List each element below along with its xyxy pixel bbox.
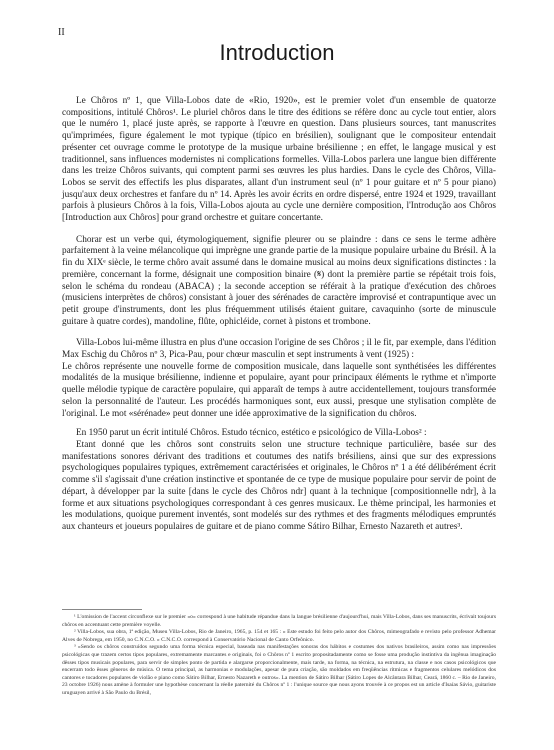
paragraph-1: Le Chôros nº 1, que Villa-Lobos date de «Rio, 1920», est le premier volet d'un ensemble de quatorze compositions, intitulé Chôros¹. Le pluriel chôros dans le titre des éditions se réfère donc au cycle tout entier, alors que le numéro 1, placé juste après, se rapporte à l'œuvre en question. Dans plusieurs sources, tant manuscrites qu'imprimées, figure également le mot typique (típico en brésilien), soulignant que le compositeur entendait présenter cet ouvrage comme le prototype de la musique urbaine brésilienne ; en effet, le langage musical y est traditionnel, sans influences modernistes ni complications formelles. Villa-Lobos parlera une langue bien différente dans les treize Chôros suivants, qui comptent parmi ses œuvres les plus hardies. Dans le cycle des Chôros, Villa-Lobos se servit des effectifs les plus disparates, allant d'un instrument seul (nº 1 pour guitare et nº 5 pour piano) jusqu'aux deux orchestres et fanfare du nº 14. Après les avoir écrits en ordre dispersé, entre 1924 et 1929, travaillant parfois à plusieurs Chôros à la fois, Villa-Lobos ajouta au cycle une dernière composition, l'Introdução aos Chôros [Introduction aux Chôros] pour grand orchestre et guitare concertante. — [62, 96, 496, 224]
footnote-1: ¹ L'omission de l'accent circonflexe sur le premier «o» correspond à une habitude répandue dans la langue brésilienne d'aujourd'hui, mais Villa-Lobos, dans ses manuscrits, écrivait toujours chôros en accentuant cette première voyelle. — [62, 614, 496, 628]
footnote-3: ³ «Sendo os chôros construídos segundo uma forma técnica especial, baseada nas manifestações sonoras dos hábitos e costumes dos nativos brasileiros, assim como nas impressões psicológicas que trazem certos tipos populares, extremamente marcantes e originais, foi o Chôros nº 1 escrito propositadamente como se fosse uma produção instintiva da ingênua imaginação dêsses tipos musicais populares, para servir de simples ponto de partida e alargarse proporcionalmente, mais tarde, na forma, na técnica, na estrutura, na classe e nos casos psicológicos que encerram todo êsses gêneros de música. O tema principal, as harmonias e modulações, apesar de pura criação, são moldados em freqüências rítmicas e fragmentos celulares melódicos dos cantores e tocadores populares de violão e piano como Sátiro Bilhar, Ernesto Nazareth e outros». La mention de Sátiro Bilhar (Sátiro Lopes de Alcântara Bilhar, Ceará, 1860 c. – Rio de Janeiro, 23 octobre 1926) nous amène à formuler une hypothèse concernant la réelle paternité du Chôros nº 1 : l'unique source que nous ayons trouvée à ce propos est un article d'Isaías Sávio, guitariste uruguayen arrivé à São Paulo du Brésil, — [62, 644, 496, 696]
page-number: II — [58, 27, 65, 38]
main-text — [62, 96, 496, 534]
footnote-2: ² Villa-Lobos, sua obra, 1ª edição, Museu Villa-Lobos, Rio de Janeiro, 1965, p. 154 et 165 : « Este estudo foi feito pelo autor dos Chôros, mimeografado e revisto pelo professor Adhemar Alves de Nobrega, em 1950, no C.N.C.O. » C.N.C.O. correspond à Conservatório Nacional de Canto Orfeônico. — [62, 629, 496, 643]
block-quote-1: Le chôros représente une nouvelle forme de composition musicale, dans laquelle sont synthétisées les différentes modalités de la musique brésilienne, indienne et populaire, ayant pour principaux éléments le rythme et n'importe quelle mélodie typique de caractère populaire, qui apparaît de temps à autre accidentellement, toujours transformée selon la personnalité de l'auteur. Les procédés harmoniques sont, eux aussi, presque une stylisation complète de l'original. Le mot «sérénade» peut donner une idée approximative de la signification du chôros. — [62, 361, 496, 419]
paragraph-3: Villa-Lobos lui-même illustra en plus d'une occasion l'origine de ses Chôros ; il le fit, par exemple, dans l'édition Max Eschig du Chôros nº 3, Pica-Pau, pour chœur masculin et sept instruments à vent (1925) : — [62, 338, 496, 361]
paragraph-4: En 1950 parut un écrit intitulé Chôros. Estudo técnico, estético e psicológico de Villa-Lobos² : — [76, 428, 427, 439]
block-quote-2: Etant donné que les chôros sont construits selon une structure technique particulière, basée sur des manifestations sonores dérivant des traditions et coutumes des natifs brésiliens, ainsi que sur des expressions psychologiques populaires typiques, extrêmement caractérisées et originales, le Chôros nº 1 a été délibérément écrit comme s'il s'agissait d'une création instinctive et spontanée de ce type de musique populaire pour servir de point de départ, à développer par la suite [dans le cycle des Chôros ndr] quant à la technique [compositionnelle ndr], à la forme et aux situations psychologiques correspondant à ces genres musicaux. Le thème principal, les harmonies et les modulations, quoique purement inventés, sont modelés sur des rythmes et des fragments mélodiques empruntés aux chanteurs et joueurs populaires de guitare et de piano comme Sátiro Bilhar, Ernesto Nazareth et autres³. — [62, 439, 496, 532]
paragraph-2: Chorar est un verbe qui, étymologiquement, signifie pleurer ou se plaindre : dans ce sens le terme adhère parfaitement à la veine mélancolique qui imprègne une grande partie de la musique populaire urbaine du Brésil. À la fin du XIXᵉ siècle, le terme chôro avait assumé dans le domaine musical au moins deux significations distinctes : la première, concernant la forme, désignait une composition binaire (𝄋) dont la première partie se répétait trois fois, selon le schéma du rondeau (ABACA) ; la seconde acception se référait à la pratique d'exécution des chôroes (musiciens interprètes de chôros) consistant à jouer des sérénades de caractère improvisé et contrapuntique avec un petit groupe d'instruments, dont les plus fréquemment utilisés étaient guitare, cavaquinho (sorte de minuscule guitare à quatre cordes), mandoline, flûte, ophicléide, cornet à pistons et trombone. — [62, 234, 496, 327]
page-title: Introduction — [219, 40, 335, 65]
footnotes — [62, 614, 496, 698]
footnote-divider — [62, 609, 142, 610]
